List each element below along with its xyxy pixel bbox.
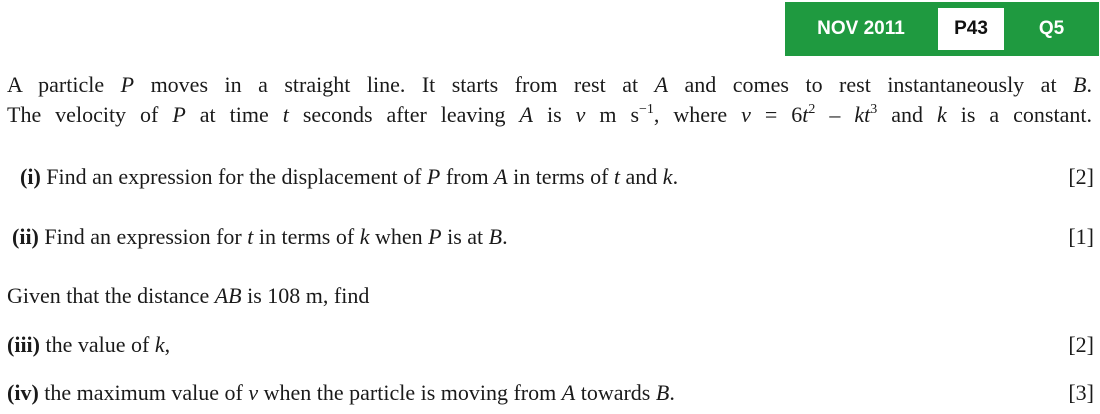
part-i-text: (i) Find an expression for the displacement of P from A in terms of t and k.	[20, 164, 679, 189]
part-i-label: (i)	[20, 164, 41, 189]
part-ii-label: (ii)	[12, 224, 39, 249]
part-iii-text: (iii) the value of k,	[7, 332, 171, 357]
part-iv-marks: [3]	[1068, 380, 1094, 405]
part-ii-text: (ii) Find an expression for t in terms of k when P is at B.	[12, 224, 508, 249]
given-statement: Given that the distance AB is 108 m, find	[7, 283, 370, 308]
question-stem-line-1: A particle P moves in a straight line. It starts from rest at A and comes to rest instantaneously at B.	[7, 72, 1092, 97]
part-i-marks: [2]	[1068, 164, 1094, 189]
question-tag	[785, 2, 1099, 56]
question-stem-line-2: The velocity of P at time t seconds after leaving A is v m $s^{-1}$, where $v = 6t^2 - kt^3$ and k is a constant.	[7, 102, 1092, 127]
part-iii-marks: [2]	[1068, 332, 1094, 357]
question-number-label: Q5	[1038, 18, 1065, 39]
part-iv-label: (iv)	[7, 380, 39, 405]
part-ii-marks: [1]	[1068, 224, 1094, 249]
part-iv-text: (iv) the maximum value of v when the particle is moving from A towards B.	[7, 380, 675, 405]
part-iii-label: (iii)	[7, 332, 40, 357]
exam-session-label: NOV 2011	[817, 18, 905, 39]
paper-code-label: P43	[938, 8, 1004, 50]
